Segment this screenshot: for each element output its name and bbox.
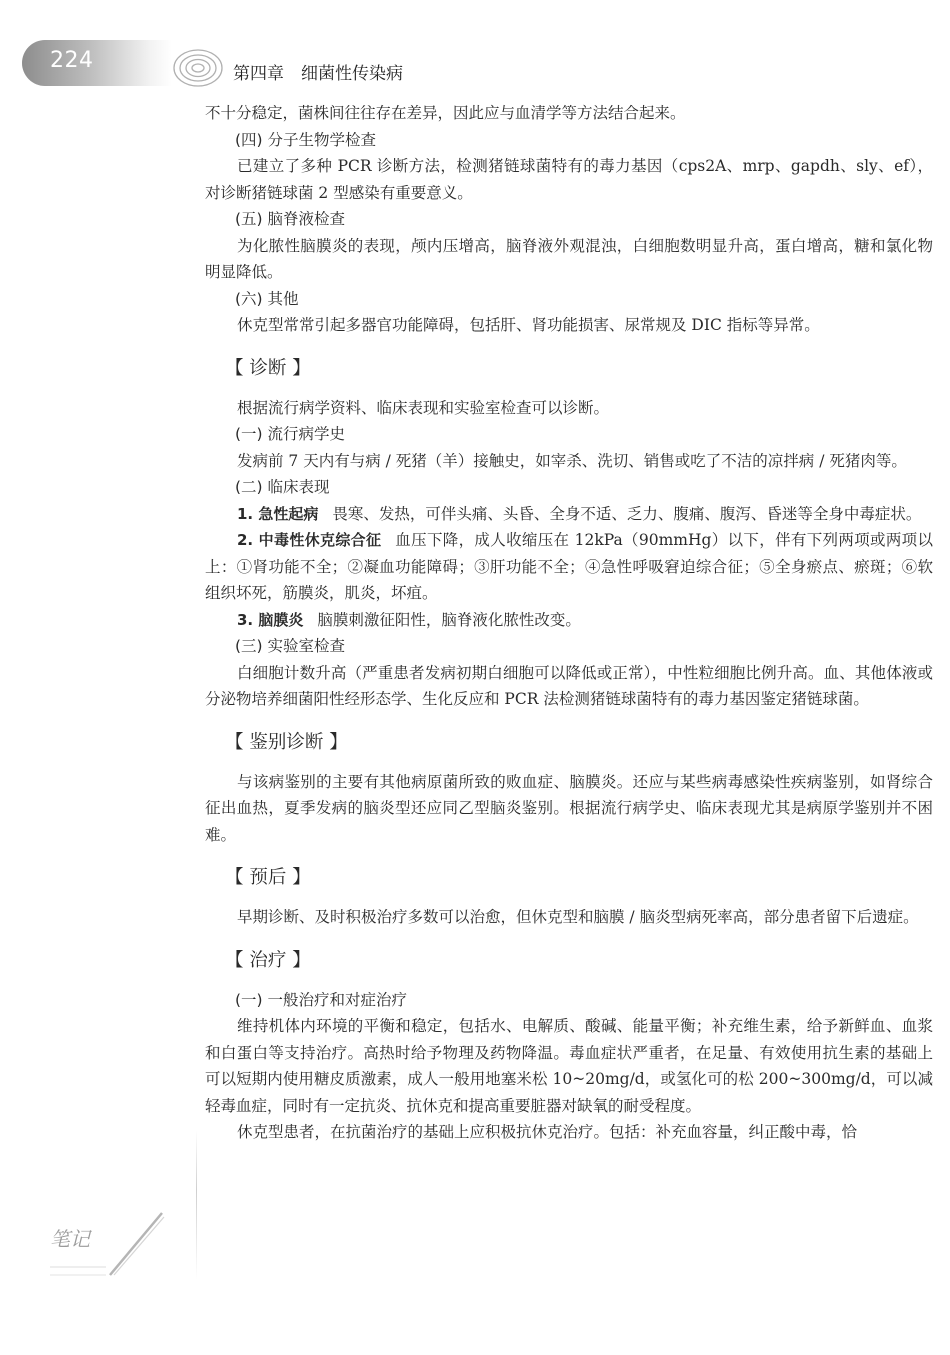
page-body (205, 100, 933, 1146)
numbered-paragraph (205, 527, 933, 607)
pen-icon (40, 1205, 170, 1285)
numbered-paragraph (205, 501, 933, 528)
paragraph-lead-term: 2. 中毒性休克综合征 (237, 531, 382, 549)
margin-divider (196, 1130, 197, 1280)
paragraph: 休克型患者，在抗菌治疗的基础上应积极抗休克治疗。包括：补充血容量，纠正酸中毒，恰 (237, 1123, 858, 1141)
paragraph: 与该病鉴别的主要有其他病原菌所致的败血症、脑膜炎。还应与某些病毒感染性疾病鉴别，如肾综合征出血热，夏季发病的脑炎型还应同乙型脑炎鉴别。根据流行病学史、临床表现尤其是病原学鉴别并不困难。 (205, 772, 933, 844)
page-number-tab (22, 40, 172, 86)
section-heading: 【 治疗 】 (225, 949, 311, 971)
subsection-heading: (一) 一般治疗和对症治疗 (235, 990, 408, 1009)
notes-label: 笔记 (50, 1227, 90, 1251)
section-heading: 【 鉴别诊断 】 (225, 731, 348, 753)
paragraph: 已建立了多种 PCR 诊断方法，检测猪链球菌特有的毒力基因（cps2A、mrp、gapdh、sly、ef），对诊断猪链球菌 2 型感染有重要意义。 (205, 157, 933, 202)
paragraph-lead-term: 3. 脑膜炎 (237, 610, 304, 629)
paragraph-text: 血压下降，成人收缩压在 12kPa（90mmHg）以下，伴有下列两项或两项以上：①肾功能不全；②凝血功能障碍；③肝功能不全；④急性呼吸窘迫综合征；⑤全身瘀点、瘀斑；⑥软组织坏死，筋膜炎，肌炎，坏疽。 (205, 531, 934, 602)
subsection-heading: (四) 分子生物学检查 (235, 130, 377, 149)
section-heading: 【 预后 】 (225, 867, 311, 888)
paragraph: 根据流行病学资料、临床表现和实验室检查可以诊断。 (237, 398, 610, 417)
subsection-heading: (五) 脑脊液检查 (235, 210, 346, 228)
subsection-heading: (三) 实验室检查 (235, 637, 346, 655)
section-heading: 【 诊断 】 (225, 357, 311, 379)
subsection-heading: (二) 临床表现 (235, 478, 330, 496)
paragraph-text: 脑膜刺激征阳性，脑脊液化脓性改变。 (317, 610, 581, 629)
subsection-heading: (一) 流行病学史 (235, 425, 346, 443)
subsection-heading: (六) 其他 (235, 289, 299, 308)
page-number: 224 (50, 48, 94, 73)
paragraph-text: 畏寒、发热，可伴头痛、头昏、全身不适、乏力、腹痛、腹泻、昏迷等全身中毒症状。 (332, 504, 922, 523)
numbered-paragraph (205, 607, 933, 634)
spiral-emblem-icon (170, 42, 226, 94)
notes-margin (40, 1205, 170, 1285)
paragraph: 维持机体内环境的平衡和稳定，包括水、电解质、酸碱、能量平衡；补充维生素，给予新鲜血、血浆和白蛋白等支持治疗。高热时给予物理及药物降温。毒血症状严重者，在足量、有效使用抗生素的基础上可以短期内使用糖皮质激素，成人一般用地塞米松 10~20mg/d，或氢化可的松 200~300mg/d，可以减轻毒血症，同时有一定抗炎、抗休克和提高重要脏器对缺氧的耐受程度。 (205, 1017, 933, 1115)
paragraph: 为化脓性脑膜炎的表现，颅内压增高，脑脊液外观混浊，白细胞数明显升高，蛋白增高，糖和氯化物明显降低。 (205, 236, 933, 281)
paragraph-lead-term: 1. 急性起病 (237, 504, 319, 523)
paragraph: 休克型常常引起多器官功能障碍，包括肝、肾功能损害、尿常规及 DIC 指标等异常。 (237, 316, 820, 334)
chapter-title: 第四章 细菌性传染病 (233, 64, 403, 84)
paragraph: 不十分稳定，菌株间往往存在差异，因此应与血清学等方法结合起来。 (205, 104, 686, 122)
paragraph: 发病前 7 天内有与病 / 死猪（羊）接触史，如宰杀、洗切、销售或吃了不洁的凉拌病 / 死猪肉等。 (237, 451, 907, 470)
paragraph: 白细胞计数升高（严重患者发病初期白细胞可以降低或正常），中性粒细胞比例升高。血、其他体液或分泌物培养细菌阳性经形态学、生化反应和 PCR 法检测猪链球菌特有的毒力基因鉴定猪链球菌。 (205, 663, 933, 708)
paragraph: 早期诊断、及时积极治疗多数可以治愈，但休克型和脑膜 / 脑炎型病死率高，部分患者留下后遗症。 (237, 908, 919, 926)
